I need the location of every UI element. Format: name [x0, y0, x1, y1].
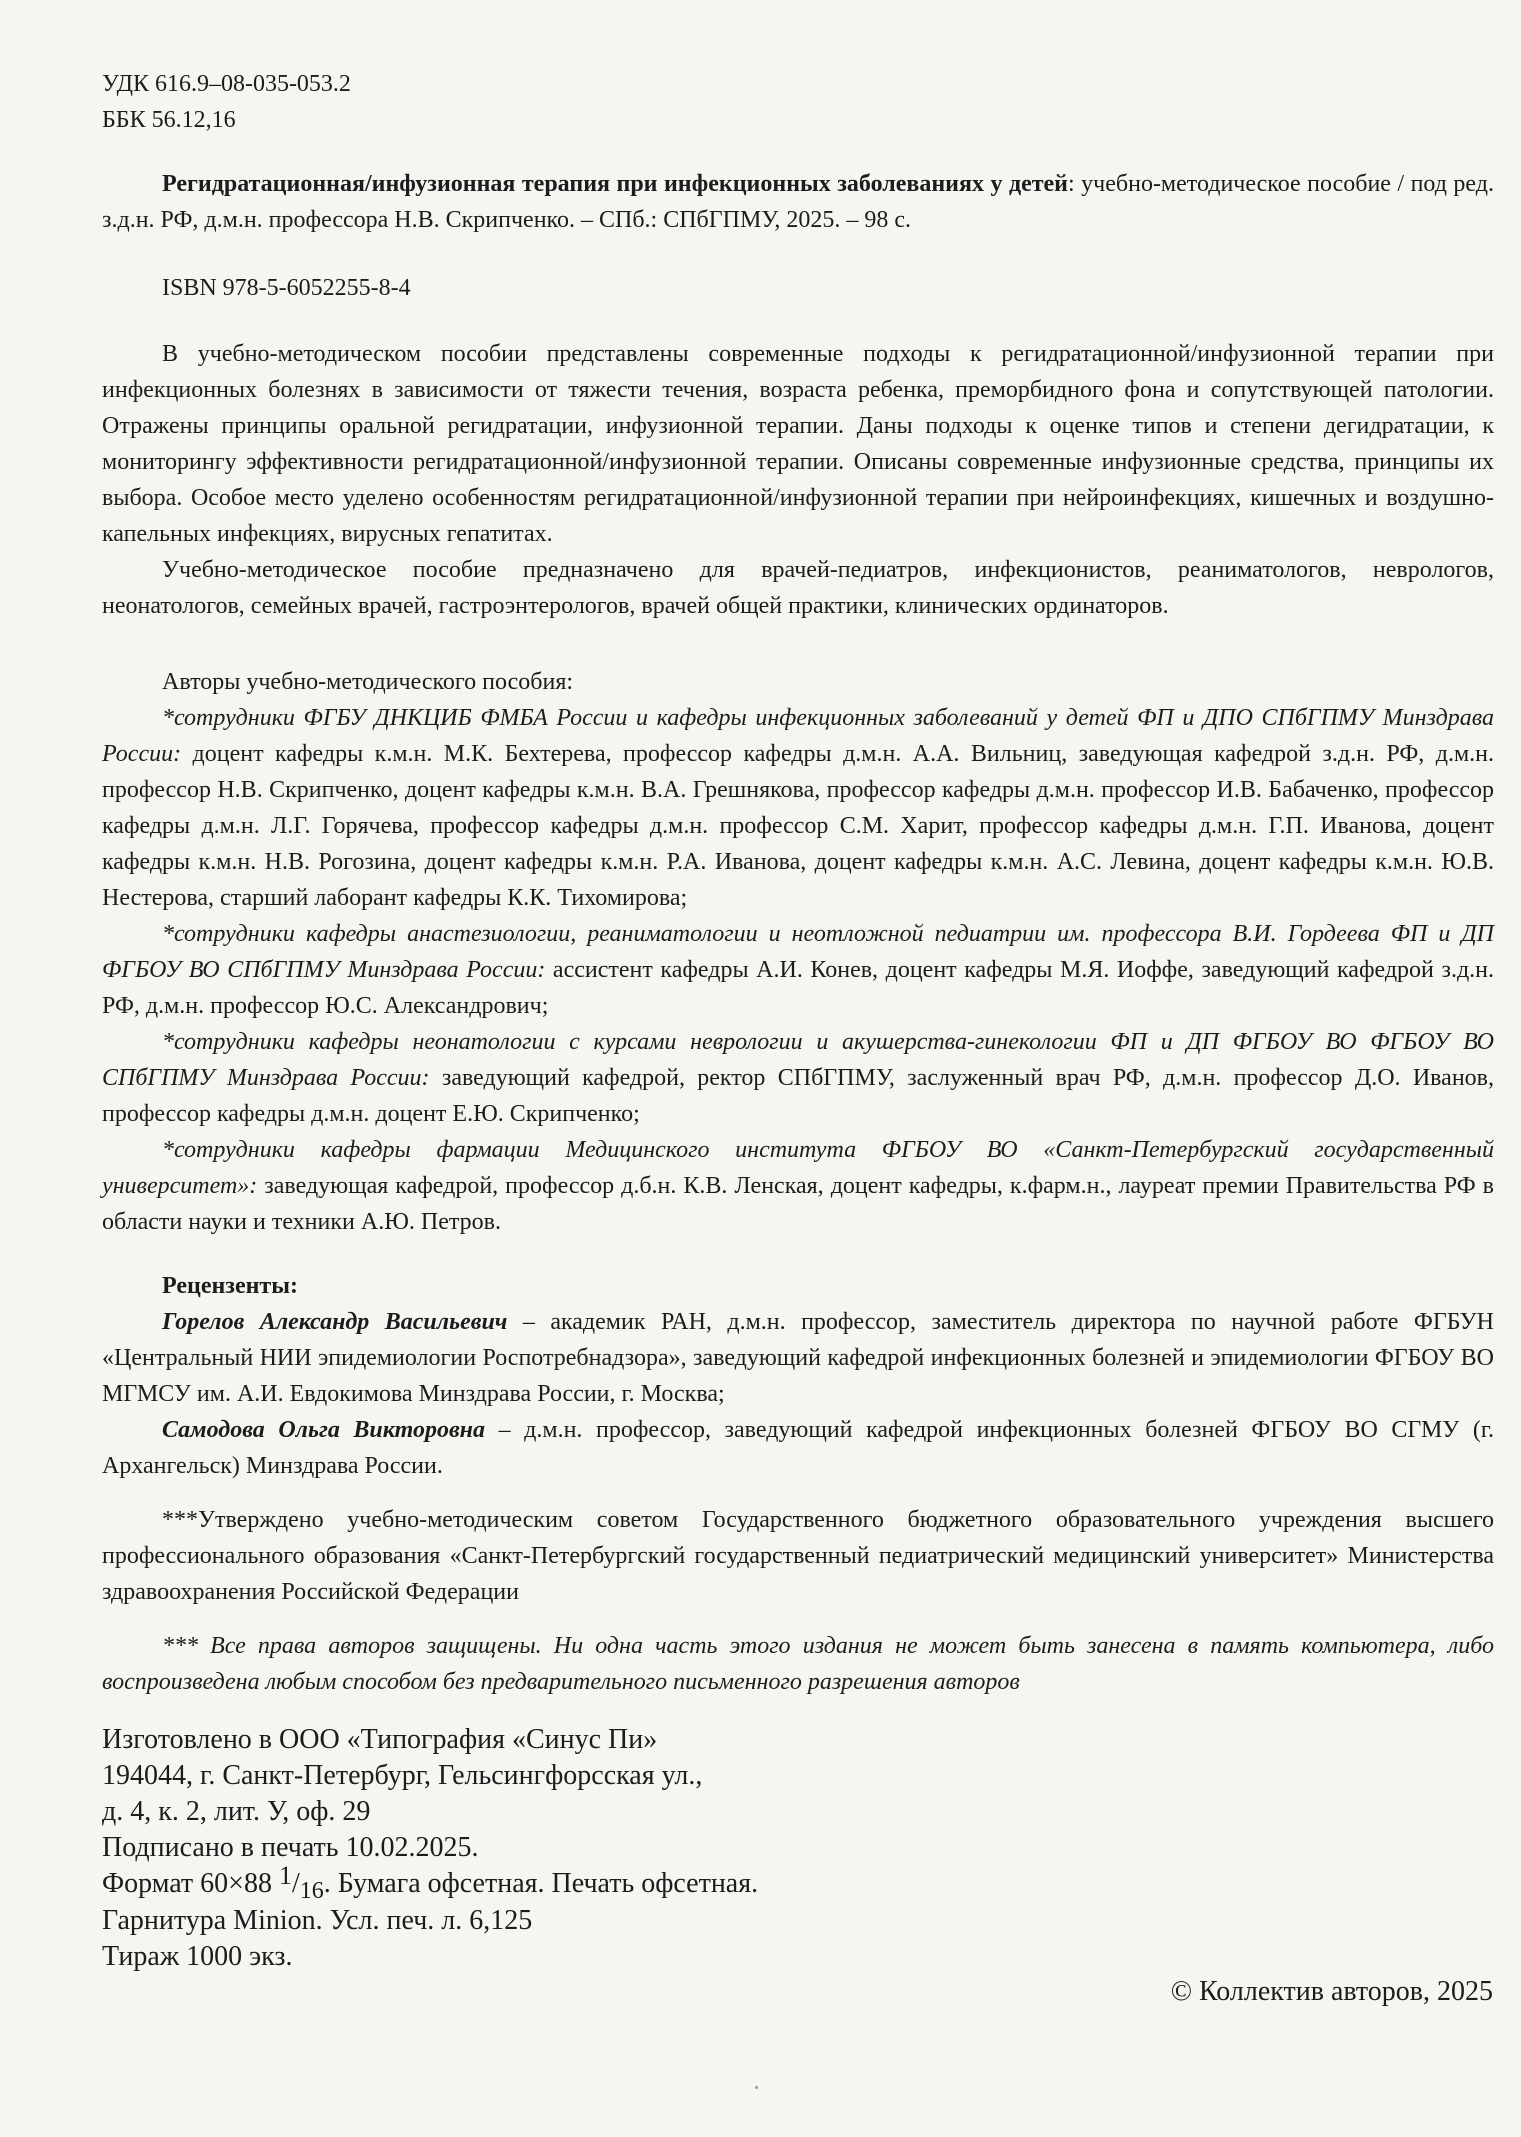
reviewer-name: Горелов Александр Васильевич — [162, 1309, 508, 1335]
rights-note — [102, 1628, 1494, 1700]
author-group — [102, 700, 1494, 916]
bbk-code: ББК 56.12,16 — [102, 107, 236, 133]
format-prefix: Формат 60×88 — [102, 1868, 279, 1899]
imprint-format-line — [102, 1861, 1494, 1904]
author-group-names: заведующая кафедрой, профессор д.б.н. К.В. Ленская, доцент кафедры, к.фарм.н., лауреат премии Правительства РФ в области науки и техники А.Ю. Петров. — [102, 1173, 1494, 1235]
author-group — [102, 916, 1494, 1024]
approval-note — [102, 1502, 1494, 1610]
imprint-line: 194044, г. Санкт-Петербург, Гельсингфорсская ул., — [102, 1760, 703, 1791]
print-speck — [755, 2086, 758, 2089]
imprint-line: д. 4, к. 2, лит. У, оф. 29 — [102, 1796, 371, 1827]
bibliographic-record — [102, 166, 1494, 238]
annotation-paragraph-1: В учебно-методическом пособии представлены современные подходы к регидратационной/инфузионной терапии при инфекционных болезнях в зависимости от тяжести течения, возраста ребенка, преморбидного фона и сопутствующей патологии. Отражены принципы оральной регидратации, инфузионной терапии. Даны подходы к оценке типов и степени дегидратации, к мониторингу эффективности регидратационной/инфузионной терапии. Описаны современные инфузионные средства, принципы их выбора. Особое место уделено особенностям регидратационной/инфузионной терапии при нейроинфекциях, кишечных и воздушно-капельных инфекциях, вирусных гепатитах. — [102, 341, 1494, 547]
imprint-line: Подписано в печать 10.02.2025. — [102, 1832, 479, 1863]
bibliography-paragraph — [102, 166, 1494, 238]
reviewers-heading: Рецензенты: — [162, 1273, 298, 1299]
authors-section — [102, 664, 1494, 1240]
isbn-block — [102, 270, 1494, 306]
imprint-line: Тираж 1000 экз. — [102, 1941, 293, 1972]
reviewer-entry — [102, 1412, 1494, 1484]
author-group-org: *сотрудники ФГБУ ДНКЦИБ ФМБА России и кафедры инфекционных заболеваний у детей ФП и ДПО СПбГПМУ Минздрава России: — [102, 705, 1494, 767]
format-denominator: 16 — [299, 1878, 324, 1904]
author-group-names: заведующий кафедрой, ректор СПбГПМУ, заслуженный врач РФ, д.м.н. профессор Д.О. Иванов, профессор кафедры д.м.н. доцент Е.Ю. Скрипченко; — [102, 1065, 1494, 1127]
approval-text: ***Утверждено учебно-методическим советом Государственного бюджетного образовательного учреждения высшего профессионального образования «Санкт-Петербургский государственный педиатрический медицинский университет» Министерства здравоохранения Российской Федерации — [102, 1507, 1494, 1605]
imprint-line: Гарнитура Minion. Усл. печ. л. 6,125 — [102, 1905, 533, 1936]
reviewer-entry — [102, 1304, 1494, 1412]
book-title: Регидратационная/инфузионная терапия при инфекционных заболеваниях у детей — [162, 171, 1069, 197]
imprint-block — [102, 1722, 1494, 1975]
imprint-line: Изготовлено в ООО «Типография «Синус Пи» — [102, 1724, 658, 1755]
annotation-paragraph-2: Учебно-методическое пособие предназначено для врачей-педиатров, инфекционистов, реаниматологов, неврологов, неонатологов, семейных врачей, гастроэнтерологов, врачей общей практики, клинических ординаторов. — [102, 557, 1494, 619]
format-suffix: . Бумага офсетная. Печать офсетная. — [323, 1868, 759, 1899]
format-numerator: 1 — [278, 1861, 292, 1890]
format-slash: / — [291, 1868, 300, 1899]
author-group-names: ассистент кафедры А.И. Конев, доцент кафедры М.Я. Иоффе, заведующий кафедрой з.д.н. РФ, д.м.н. профессор Ю.С. Александрович; — [102, 957, 1494, 1019]
bibliography-details: : учебно-методическое пособие / под ред. з.д.н. РФ, д.м.н. профессора Н.В. Скрипченко. – СПб.: СПбГПМУ, 2025. – 98 с. — [102, 171, 1494, 233]
author-group-names: доцент кафедры к.м.н. М.К. Бехтерева, профессор кафедры д.м.н. А.А. Вильниц, заведующая кафедрой з.д.н. РФ, д.м.н. профессор Н.В. Скрипченко, доцент кафедры к.м.н. В.А. Грешнякова, профессор кафедры д.м.н. профессор И.В. Бабаченко, профессор кафедры д.м.н. Л.Г. Горячева, профессор кафедры д.м.н. профессор С.М. Харит, профессор кафедры д.м.н. Г.П. Иванова, доцент кафедры к.м.н. Н.В. Рогозина, доцент кафедры к.м.н. Р.А. Иванова, доцент кафедры к.м.н. А.С. Левина, доцент кафедры к.м.н. Ю.В. Нестерова, старший лаборант кафедры К.К. Тихомирова; — [102, 741, 1494, 911]
isbn: ISBN 978-5-6052255-8-4 — [162, 275, 411, 301]
udk-code: УДК 616.9–08-035-053.2 — [102, 71, 351, 97]
annotation — [102, 336, 1494, 624]
rights-text: *** Все права авторов защищены. Ни одна часть этого издания не может быть занесена в память компьютера, либо воспроизведена любым способом без предварительного письменного разрешения авторов — [102, 1633, 1494, 1695]
author-group — [102, 1132, 1494, 1240]
reviewer-description: – академик РАН, д.м.н. профессор, заместитель директора по научной работе ФГБУН «Центральный НИИ эпидемиологии Роспотребнадзора», заведующий кафедрой инфекционных болезней и эпидемиологии ФГБОУ ВО МГМСУ им. А.И. Евдокимова Минздрава России, г. Москва; — [102, 1309, 1494, 1407]
classification-block — [102, 66, 1494, 138]
author-group-org: *сотрудники кафедры анастезиологии, реаниматологии и неотложной педиатрии им. профессора В.И. Гордеева ФП и ДП ФГБОУ ВО СПбГПМУ Минздрава России: — [102, 921, 1494, 983]
reviewer-name: Самодова Ольга Викторовна — [162, 1417, 486, 1443]
author-group-org: *сотрудники кафедры фармации Медицинского института ФГБОУ ВО «Санкт-Петербургский государственный университет»: — [102, 1137, 1494, 1199]
reviewers-section — [102, 1268, 1494, 1484]
copyright-notice: © Коллектив авторов, 2025 — [1170, 1976, 1493, 2007]
authors-heading: Авторы учебно-методического пособия: — [162, 669, 574, 695]
author-group-org: *сотрудники кафедры неонатологии с курсами неврологии и акушерства-гинекологии ФП и ДП ФГБОУ ВО ФГБОУ ВО СПбГПМУ Минздрава России: — [102, 1029, 1494, 1091]
author-group — [102, 1024, 1494, 1132]
reviewer-description: – д.м.н. профессор, заведующий кафедрой инфекционных болезней ФГБОУ ВО СГМУ (г. Архангельск) Минздрава России. — [102, 1417, 1494, 1479]
